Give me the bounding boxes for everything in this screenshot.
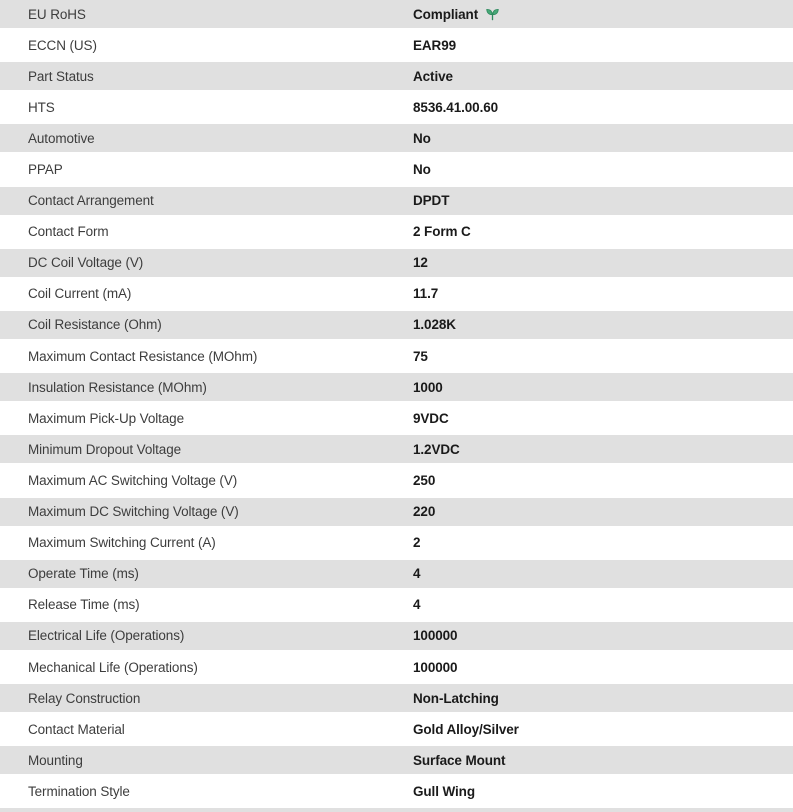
spec-row xyxy=(0,187,793,215)
spec-label: Electrical Life (Operations) xyxy=(28,628,185,644)
spec-value: Non-Latching xyxy=(413,690,499,706)
spec-row xyxy=(0,124,793,152)
spec-label: Mounting xyxy=(28,752,83,768)
spec-value-cell xyxy=(413,193,793,208)
spec-value-cell xyxy=(413,69,793,84)
spec-value: 220 xyxy=(413,504,436,520)
rohs-leaf-icon xyxy=(485,7,500,21)
spec-value: Surface Mount xyxy=(413,752,506,768)
spec-value-cell xyxy=(413,535,793,550)
spec-value: Gold Alloy/Silver xyxy=(413,721,519,737)
spec-row xyxy=(0,529,793,557)
spec-value: 250 xyxy=(413,472,436,488)
spec-row xyxy=(0,466,793,494)
spec-value-cell xyxy=(413,753,793,768)
spec-label: Contact Material xyxy=(28,721,125,737)
spec-label: Maximum Contact Resistance (MOhm) xyxy=(28,348,258,364)
spec-value: Compliant xyxy=(413,6,479,22)
spec-value-cell xyxy=(413,691,793,706)
spec-label: PPAP xyxy=(28,162,63,178)
spec-label: Coil Current (mA) xyxy=(28,286,132,302)
spec-row xyxy=(0,684,793,712)
spec-value-cell xyxy=(413,349,793,364)
spec-row xyxy=(0,218,793,246)
spec-label: ECCN (US) xyxy=(28,37,97,53)
spec-value: 2 Form C xyxy=(413,224,471,240)
spec-value: 1000 xyxy=(413,379,443,395)
spec-value-cell xyxy=(413,162,793,177)
spec-value-cell xyxy=(413,286,793,301)
spec-value: 11.7 xyxy=(413,286,439,302)
spec-value-cell xyxy=(413,38,793,53)
spec-value: 9VDC xyxy=(413,410,449,426)
spec-row xyxy=(0,342,793,370)
spec-value: 12 xyxy=(413,255,428,271)
spec-row xyxy=(0,155,793,183)
spec-value: 4 xyxy=(413,597,421,613)
spec-label: Maximum AC Switching Voltage (V) xyxy=(28,472,238,488)
spec-row xyxy=(0,404,793,432)
spec-row xyxy=(0,280,793,308)
spec-value-cell xyxy=(413,224,793,239)
spec-label: Mechanical Life (Operations) xyxy=(28,659,198,675)
spec-label: Operate Time (ms) xyxy=(28,566,139,582)
spec-value-cell xyxy=(413,411,793,426)
spec-row xyxy=(0,0,793,28)
spec-row xyxy=(0,311,793,339)
spec-label: Automotive xyxy=(28,130,95,146)
spec-label: Part Status xyxy=(28,68,94,84)
spec-value-cell xyxy=(413,131,793,146)
spec-value: 1.028K xyxy=(413,317,456,333)
spec-label: Maximum Switching Current (A) xyxy=(28,535,216,551)
spec-value-cell xyxy=(413,784,793,799)
spec-row xyxy=(0,31,793,59)
spec-value-cell xyxy=(413,628,793,643)
spec-value-cell xyxy=(413,597,793,612)
spec-value-cell xyxy=(413,504,793,519)
spec-value-cell xyxy=(413,255,793,270)
spec-value: 8536.41.00.60 xyxy=(413,99,499,115)
spec-value: 4 xyxy=(413,566,421,582)
spec-label: Contact Arrangement xyxy=(28,193,154,209)
spec-value-cell xyxy=(413,473,793,488)
spec-row xyxy=(0,249,793,277)
spec-row xyxy=(0,808,793,812)
spec-value: 1.2VDC xyxy=(413,441,460,457)
spec-row xyxy=(0,93,793,121)
spec-row xyxy=(0,62,793,90)
spec-label: Minimum Dropout Voltage xyxy=(28,441,182,457)
spec-label: Maximum Pick-Up Voltage xyxy=(28,410,185,426)
spec-value: 75 xyxy=(413,348,428,364)
spec-value: EAR99 xyxy=(413,37,457,53)
spec-label: HTS xyxy=(28,99,55,115)
spec-label: Relay Construction xyxy=(28,690,141,706)
spec-row xyxy=(0,622,793,650)
spec-value: No xyxy=(413,130,431,146)
spec-value: 2 xyxy=(413,535,421,551)
spec-value: 100000 xyxy=(413,659,458,675)
spec-label: Release Time (ms) xyxy=(28,597,140,613)
spec-label: Contact Form xyxy=(28,224,109,240)
spec-value-cell xyxy=(413,442,793,457)
spec-value: Active xyxy=(413,68,453,84)
spec-value-cell xyxy=(413,722,793,737)
spec-row xyxy=(0,560,793,588)
spec-row xyxy=(0,435,793,463)
spec-row xyxy=(0,498,793,526)
spec-row xyxy=(0,715,793,743)
spec-value-cell xyxy=(413,380,793,395)
spec-value: 100000 xyxy=(413,628,458,644)
spec-label: DC Coil Voltage (V) xyxy=(28,255,144,271)
spec-value-cell xyxy=(413,317,793,332)
spec-value-cell xyxy=(413,566,793,581)
spec-label: Coil Resistance (Ohm) xyxy=(28,317,162,333)
spec-label: Termination Style xyxy=(28,783,130,799)
spec-row xyxy=(0,777,793,805)
spec-value: No xyxy=(413,162,431,178)
spec-row xyxy=(0,373,793,401)
spec-value-cell xyxy=(413,7,793,22)
spec-label: EU RoHS xyxy=(28,6,86,22)
spec-value: DPDT xyxy=(413,193,450,209)
spec-row xyxy=(0,653,793,681)
spec-value: Gull Wing xyxy=(413,783,475,799)
spec-label: Maximum DC Switching Voltage (V) xyxy=(28,504,239,520)
spec-value-cell xyxy=(413,100,793,115)
spec-value-cell xyxy=(413,660,793,675)
spec-row xyxy=(0,746,793,774)
spec-label: Insulation Resistance (MOhm) xyxy=(28,379,207,395)
spec-row xyxy=(0,591,793,619)
